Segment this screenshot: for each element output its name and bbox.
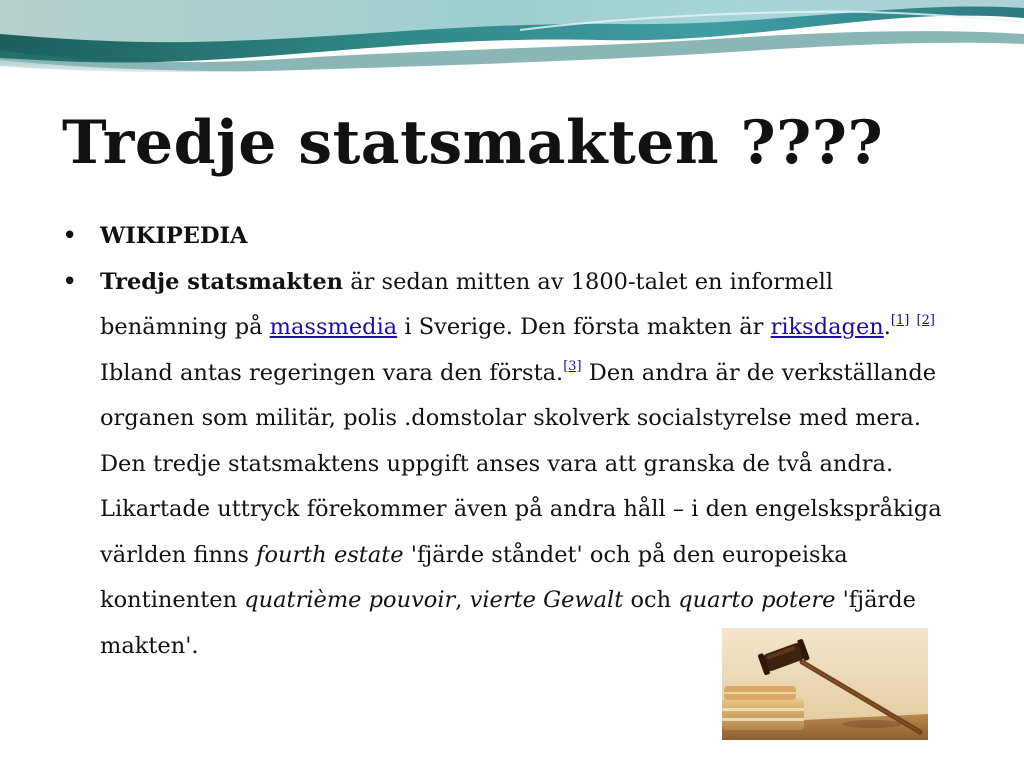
bullet-item-wikipedia xyxy=(62,214,962,260)
definition-term: Tredje statsmakten xyxy=(100,268,344,295)
gavel-books-photo xyxy=(722,628,928,740)
reference-link-1[interactable]: [1] xyxy=(890,313,910,328)
reference-link-3[interactable]: [3] xyxy=(563,358,582,374)
definition-text xyxy=(909,314,916,340)
reference-link-2[interactable]: [2] xyxy=(916,313,935,328)
bullet-list xyxy=(62,214,962,669)
definition-text: Ibland antas regeringen vara den första. xyxy=(100,359,564,386)
riksdagen-link[interactable]: riksdagen xyxy=(770,314,884,340)
slide-title: Tredje statsmakten ???? xyxy=(62,108,884,178)
bullet-icon: • xyxy=(62,266,78,297)
definition-text: , xyxy=(455,587,470,613)
definition-text: och xyxy=(623,587,679,613)
massmedia-link[interactable]: massmedia xyxy=(269,314,398,340)
wave-banner xyxy=(0,0,1024,80)
term-fourth-estate: fourth estate xyxy=(256,541,404,568)
bullet-wikipedia-text: WIKIPEDIA xyxy=(100,223,248,249)
definition-text: i Sverige. Den första makten är xyxy=(397,314,771,340)
definition-text: Den andra är de verkställande organen som militär, polis .domstolar skolverk socialstyrelse med mera. Den tredje statsmaktens uppgift anses vara att granska de två andra. Likartade uttryck förekommer även på andra håll – i den engelskspråkiga världen finns xyxy=(100,359,942,568)
term-quarto-potere: quarto potere xyxy=(678,587,836,613)
bullet-icon: • xyxy=(62,221,78,251)
definition-text: . xyxy=(883,314,891,340)
bullet-item-definition xyxy=(62,260,962,670)
term-vierte-gewalt: vierte Gewalt xyxy=(469,587,624,613)
term-quatrieme-pouvoir: quatrième pouvoir xyxy=(244,587,456,613)
definition-text: 'fjärde ståndet' och på den europeiska kontinenten xyxy=(100,541,848,613)
definition-text: 'fjärde makten'. xyxy=(100,587,916,659)
definition-text: är sedan mitten av 1800-talet en informell benämning på xyxy=(100,268,834,340)
